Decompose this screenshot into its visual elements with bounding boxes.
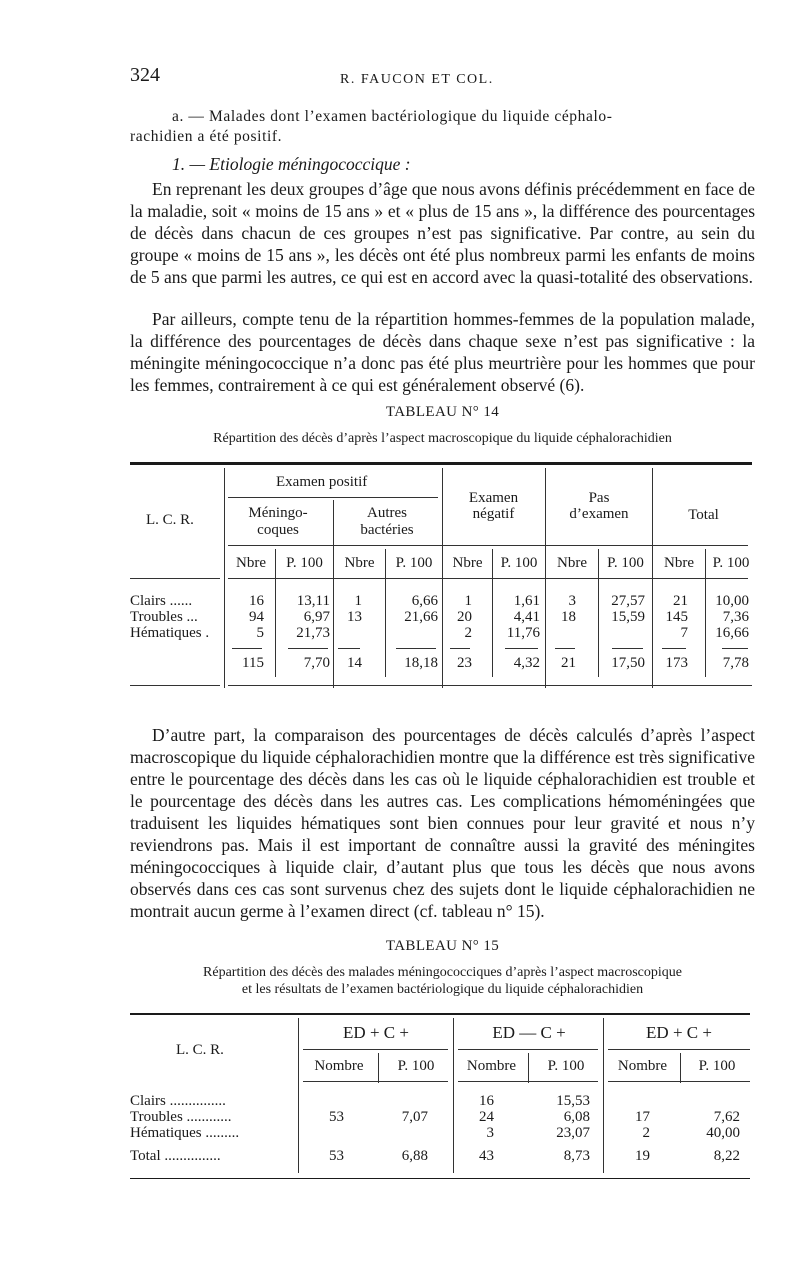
table14-p100: P. 100 (500, 555, 538, 571)
table14-cell: 5 (256, 625, 264, 641)
table15-cell: 15,53 (556, 1093, 590, 1109)
table15-nombre: Nombre (466, 1058, 517, 1074)
table14-cell: 7 (680, 625, 688, 641)
table14-cell: 21 (673, 593, 688, 609)
table14-cell: 13 (347, 609, 362, 625)
table14-total-cell: 7,70 (303, 655, 330, 671)
table15-cell: 40,00 (706, 1125, 740, 1141)
table14-header-exam-pos: Examen positif (276, 474, 368, 490)
table15-top-rule (130, 1013, 750, 1015)
table14-total-cell: 115 (242, 655, 264, 671)
table14-cell: 18 (561, 609, 576, 625)
table14-header-pas2: d’examen (569, 506, 629, 522)
table14-p100: P. 100 (712, 555, 750, 571)
section-heading-line1: a. — Malades dont l’examen bactériologique du liquide céphalo- (172, 108, 613, 125)
table15-nombre: Nombre (617, 1058, 668, 1074)
table14-header-neg2: négatif (472, 506, 515, 522)
table15-caption-line2: et les résultats de l’examen bactériologique du liquide céphalorachidien (241, 982, 644, 997)
table14-cell: 16 (249, 593, 264, 609)
table15-total-cell: 6,88 (401, 1148, 428, 1164)
table14-cell: 1 (354, 593, 362, 609)
table15-p100: P. 100 (547, 1058, 585, 1074)
table15-cell: 23,07 (556, 1125, 590, 1141)
table14-cell: 3 (568, 593, 576, 609)
table14-cell: 27,57 (611, 593, 645, 609)
table14-total-cell: 173 (665, 655, 688, 671)
paragraph-1-text: En reprenant les deux groupes d’âge que nous avons définis précédemment en face de la maladie, soit « moins de 15 ans » et « plus de 15 ans », la différence des pourcentages de décès dans chacun de ces groupes n’est pas significative. Par contre, au sein du groupe « moins de 15 ans », les décès ont été plus nombreux parmi les enfants de moins de 5 ans que parmi les autres, ce qui est en accord avec la quasi-totalité des observations. (130, 179, 755, 287)
table15-cell: 7,07 (401, 1109, 428, 1125)
page-number: 324 (130, 64, 160, 86)
table14-p100: P. 100 (395, 555, 433, 571)
subsection-heading: 1. — Etiologie méningococcique : (172, 154, 411, 174)
table14-total-cell: 7,78 (722, 655, 749, 671)
table14-cell: 6,97 (303, 609, 330, 625)
table15-total-cell: 19 (635, 1148, 650, 1164)
table15-cell: 3 (486, 1125, 494, 1141)
table14-header-pas1: Pas (588, 490, 610, 506)
running-title: R. FAUCON ET COL. (340, 72, 494, 87)
table15-total-label: Total ............... (130, 1148, 221, 1164)
table15-caption-line1: Répartition des décès des malades méningococciques d’après l’aspect macroscopique (203, 965, 682, 980)
table15-p100: P. 100 (397, 1058, 435, 1074)
table14-cell: 21,73 (296, 625, 330, 641)
table14-caption: Répartition des décès d’après l’aspect macroscopique du liquide céphalorachidien (213, 431, 672, 446)
section-heading-line2: rachidien a été positif. (130, 128, 283, 145)
table14-title: TABLEAU N° 14 (385, 404, 500, 420)
table15-total-cell: 43 (479, 1148, 494, 1164)
table15-nombre: Nombre (314, 1058, 364, 1074)
table15-title: TABLEAU N° 15 (385, 938, 500, 954)
table14-header-mening1: Méningo- (248, 505, 308, 521)
table14-row-label: Clairs ...... (130, 593, 193, 609)
table14-nbre: Nbre (236, 555, 266, 571)
table14-cell: 6,66 (411, 593, 438, 609)
table14-cell: 11,76 (506, 625, 540, 641)
table15-bottom-rule (130, 1178, 750, 1179)
table15-cell: 24 (479, 1109, 494, 1125)
table14-total-cell: 18,18 (404, 655, 438, 671)
table14-total-cell: 4,32 (513, 655, 540, 671)
table14-cell: 20 (457, 609, 472, 625)
table14-cell: 16,66 (715, 625, 749, 641)
table14-header-autres2: bactéries (360, 522, 414, 538)
table14-cell: 13,11 (296, 593, 330, 609)
table15-row-label: Clairs ............... (130, 1093, 226, 1109)
table15-header-lcr: L. C. R. (176, 1042, 224, 1058)
table14-cell: 145 (665, 609, 688, 625)
table14-header-neg1: Examen (468, 490, 519, 506)
table15-row-label: Troubles ............ (130, 1109, 232, 1125)
table15-cell: 7,62 (713, 1109, 740, 1125)
table15-header-g1: ED + C + (343, 1023, 409, 1042)
table15-row-label: Hématiques ......... (130, 1125, 240, 1141)
table15-cell: 17 (635, 1109, 650, 1125)
table15-cell: 16 (479, 1093, 494, 1109)
table14-row-label: Troubles ... (130, 609, 198, 625)
table14-header-lcr: L. C. R. (146, 512, 194, 528)
table14-nbre: Nbre (452, 555, 483, 571)
table15-total-cell: 8,22 (713, 1148, 740, 1164)
paragraph-3-text: D’autre part, la comparaison des pourcentages de décès calculés d’après l’aspect macroscopique du liquide céphalorachidien montre que la différence est très significative entre le pourcentage des décès dans les cas où le liquide céphalorachidien est trouble et le pourcentage des décès dans les autres cas. Les complications hémoméningées que traduisent les liquides hématiques sont bien connues pour leur gravité et nous n’y reviendrons pas. Mais il est important de connaître aussi la gravité des méningites méningococciques à liquide clair, d’autant plus que tous les décès que nous avons observés dans ces cas sont survenus chez des sujets dont le liquide céphalorachidien ne montrait aucun germe à l’examen direct (cf. tableau n° 15). (130, 725, 755, 921)
table14-nbre: Nbre (557, 555, 587, 571)
table14-cell: 1,61 (513, 593, 540, 609)
table14-row-label: Hématiques . (130, 625, 210, 641)
table15-total-cell: 53 (329, 1148, 344, 1164)
table14-cell: 2 (464, 625, 472, 641)
table14-cell: 4,41 (513, 609, 540, 625)
table15-total-cell: 8,73 (563, 1148, 590, 1164)
table14-nbre: Nbre (344, 555, 375, 571)
table14-p100: P. 100 (286, 555, 323, 571)
table14-p100: P. 100 (607, 555, 644, 571)
table14-nbre: Nbre (664, 555, 694, 571)
table14-cell: 15,59 (611, 609, 645, 625)
table14-header-total: Total (688, 507, 719, 523)
table14-total-cell: 23 (457, 655, 472, 671)
table15-header-g3: ED + C + (646, 1023, 712, 1042)
table14-total-cell: 21 (561, 655, 576, 671)
table14-total-cell: 17,50 (611, 655, 645, 671)
table15-cell: 53 (329, 1109, 344, 1125)
table15-cell: 2 (642, 1125, 650, 1141)
table15-p100: P. 100 (698, 1058, 736, 1074)
table14-cell: 10,00 (715, 593, 749, 609)
paragraph-2-text: Par ailleurs, compte tenu de la répartition hommes-femmes de la population malade, la différence des pourcentages de décès dans chaque sexe n’est pas significative : la méningite méningococcique n’a donc pas été plus meurtrière pour les hommes que pour les femmes, contrairement à ce qui est généralement observé (6). (130, 309, 755, 395)
table14-header-autres1: Autres (367, 505, 407, 521)
table14-cell: 21,66 (404, 609, 438, 625)
table14-header-mening2: coques (257, 522, 299, 538)
table14-cell: 94 (249, 609, 264, 625)
table14-cell: 7,36 (722, 609, 749, 625)
table15-cell: 6,08 (563, 1109, 590, 1125)
table14-total-cell: 14 (347, 655, 362, 671)
table14-cell: 1 (464, 593, 472, 609)
table15-header-g2: ED — C + (492, 1023, 566, 1042)
